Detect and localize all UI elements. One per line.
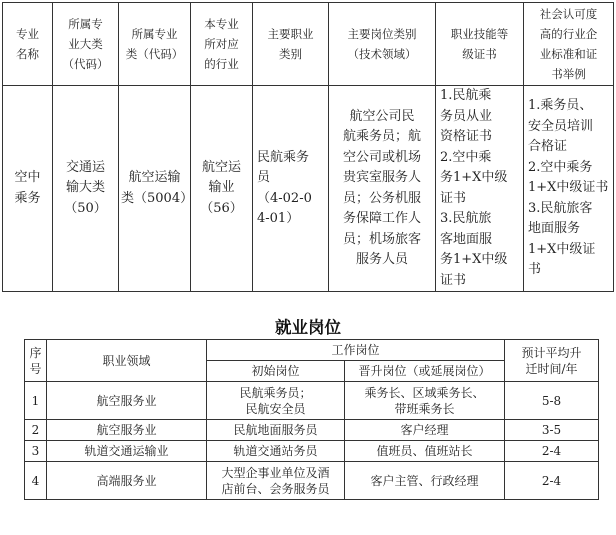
cell-field: 高端服务业 bbox=[47, 462, 207, 500]
cell-no: 1 bbox=[25, 382, 47, 420]
employment-positions-title: 就业岗位 bbox=[275, 318, 341, 337]
cell-initial: 轨道交通站务员 bbox=[207, 441, 345, 462]
cell-major-name: 空中 乘务 bbox=[3, 86, 53, 292]
cell-major-class: 航空运输 类（5004） bbox=[119, 86, 191, 292]
header-promotion: 晋升岗位（或延展岗位） bbox=[345, 361, 505, 382]
cell-initial: 民航地面服务员 bbox=[207, 420, 345, 441]
table-row bbox=[25, 441, 599, 462]
major-table-header-row bbox=[3, 3, 614, 86]
cell-no: 3 bbox=[25, 441, 47, 462]
header-time: 预计平均升 迁时间/年 bbox=[505, 340, 599, 382]
cell-initial: 民航乘务员； 民航安全员 bbox=[207, 382, 345, 420]
cell-promotion: 值班员、值班站长 bbox=[345, 441, 505, 462]
cell-time: 5-8 bbox=[505, 382, 599, 420]
cell-field: 航空服务业 bbox=[47, 382, 207, 420]
header-positions: 主要岗位类别 （技术领域） bbox=[329, 3, 436, 86]
cell-industry: 航空运 输业 （56） bbox=[191, 86, 253, 292]
cell-promotion: 客户经理 bbox=[345, 420, 505, 441]
cell-major-category: 交通运 输大类 （50） bbox=[53, 86, 119, 292]
cell-social-cert: 1.乘务员、 安全员培训 合格证 2.空中乘务 1+X中级证书 3.民航旅客 地面服务 1+X中级证 书 bbox=[524, 86, 614, 292]
header-industry: 本专业 所对应 的行业 bbox=[191, 3, 253, 86]
header-social-cert: 社会认可度 高的行业企 业标准和证 书举例 bbox=[524, 3, 614, 86]
cell-time: 2-4 bbox=[505, 462, 599, 500]
header-major-name: 专业 名称 bbox=[3, 3, 53, 86]
employment-positions-table bbox=[24, 339, 599, 500]
positions-header-row bbox=[25, 340, 599, 361]
major-info-table bbox=[2, 2, 614, 292]
header-no: 序 号 bbox=[25, 340, 47, 382]
cell-promotion: 乘务长、区域乘务长、 带班乘务长 bbox=[345, 382, 505, 420]
header-field: 职业领域 bbox=[47, 340, 207, 382]
table-row bbox=[25, 420, 599, 441]
header-occupation: 主要职业 类别 bbox=[253, 3, 329, 86]
cell-time: 3-5 bbox=[505, 420, 599, 441]
header-major-category: 所属专 业大类 （代码） bbox=[53, 3, 119, 86]
cell-no: 2 bbox=[25, 420, 47, 441]
header-work-positions: 工作岗位 bbox=[207, 340, 505, 361]
cell-field: 轨道交通运输业 bbox=[47, 441, 207, 462]
cell-field: 航空服务业 bbox=[47, 420, 207, 441]
cell-no: 4 bbox=[25, 462, 47, 500]
cell-initial: 大型企事业单位及酒 店前台、会务服务员 bbox=[207, 462, 345, 500]
cell-promotion: 客户主管、行政经理 bbox=[345, 462, 505, 500]
cell-positions: 航空公司民 航乘务员；航 空公司或机场 贵宾室服务人 员；公务机服 务保障工作人 员；机场旅客 服务人员 bbox=[329, 86, 436, 292]
header-initial: 初始岗位 bbox=[207, 361, 345, 382]
cell-skill-cert: 1.民航乘 务员从业 资格证书 2.空中乘 务1+X中级 证书 3.民航旅 客地面服 务1+X中级 证书 bbox=[436, 86, 524, 292]
major-table-row bbox=[3, 86, 614, 292]
table-row bbox=[25, 462, 599, 500]
header-major-class: 所属专业 类（代码） bbox=[119, 3, 191, 86]
header-skill-cert: 职业技能等 级证书 bbox=[436, 3, 524, 86]
cell-occupation: 民航乘务 员 （4-02-0 4-01） bbox=[253, 86, 329, 292]
table-row bbox=[25, 382, 599, 420]
cell-time: 2-4 bbox=[505, 441, 599, 462]
